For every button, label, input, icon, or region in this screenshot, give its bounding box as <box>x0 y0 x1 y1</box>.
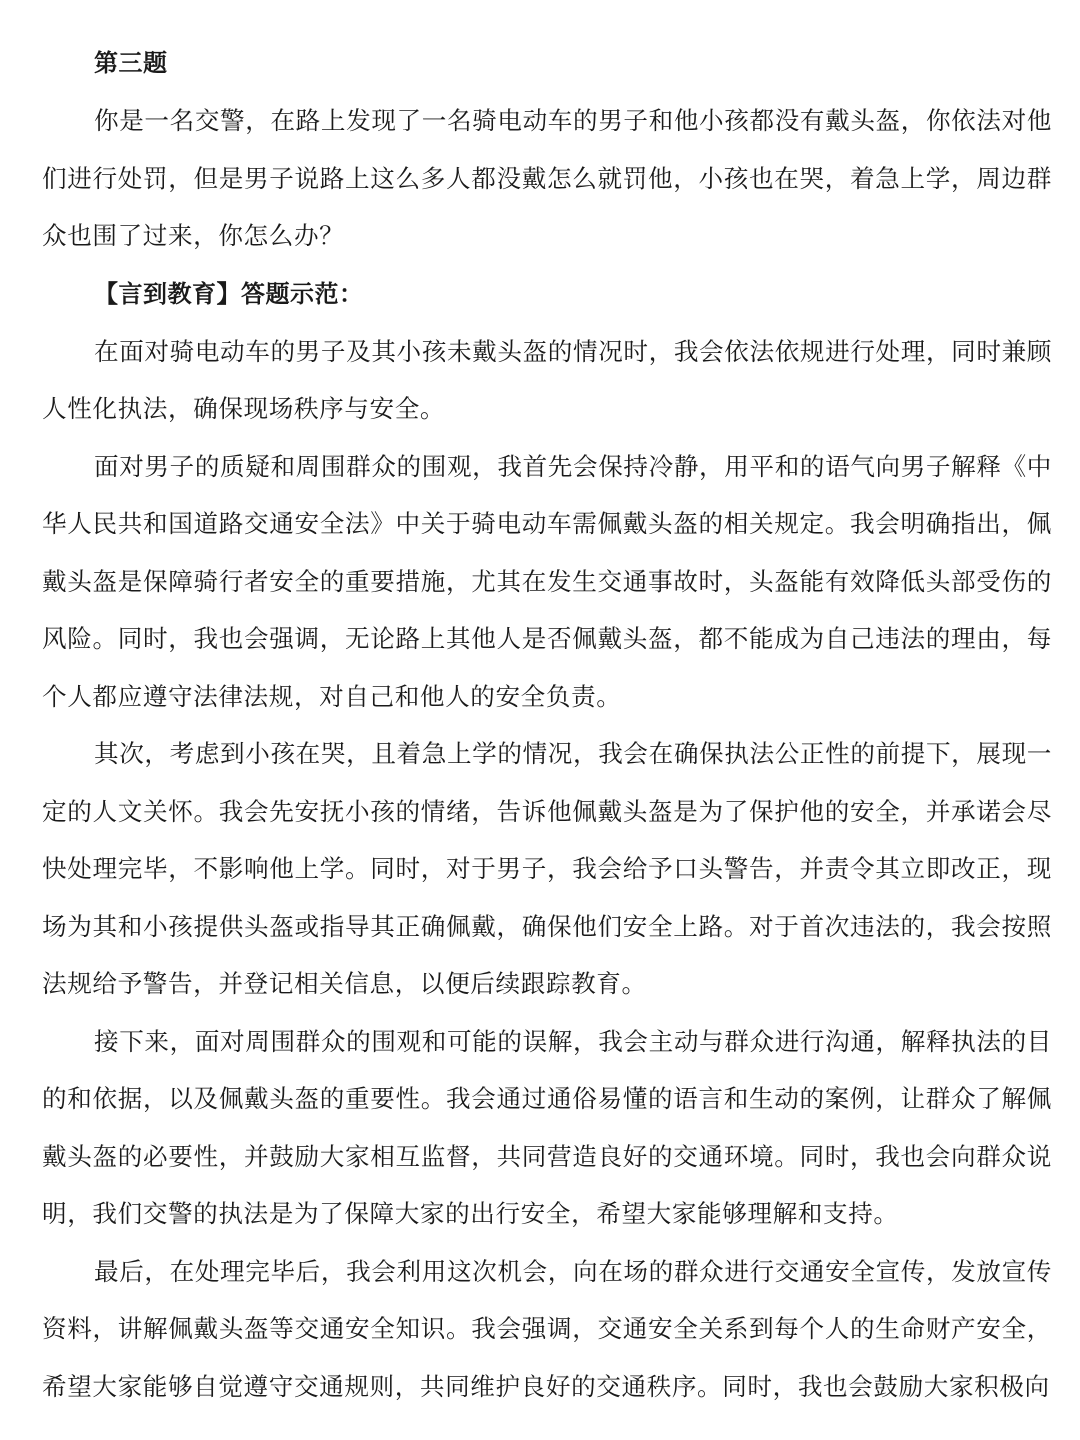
answer-paragraph-intro: 在面对骑电动车的男子及其小孩未戴头盔的情况时，我会依法依规进行处理，同时兼顾人性化执法，确保现场秩序与安全。 <box>42 336 1052 423</box>
question-text: 你是一名交警，在路上发现了一名骑电动车的男子和他小孩都没有戴头盔，你依法对他们进行处罚，但是男子说路上这么多人都没戴怎么就罚他，小孩也在哭，着急上学，周边群众也围了过来，你怎么办？ <box>42 106 1052 250</box>
answer-paragraph-final: 最后，在处理完毕后，我会利用这次机会，向在场的群众进行交通安全宣传，发放宣传资料，讲解佩戴头盔等交通安全知识。我会强调，交通安全关系到每个人的生命财产安全，希望大家能够自觉遵守交通规则，共同维护良好的交通秩序。同时，我也会鼓励大家积极向 <box>42 1256 1052 1401</box>
answer-heading: 【言到教育】答题示范： <box>94 279 364 308</box>
question-title: 第三题 <box>94 49 168 77</box>
answer-paragraph-explain: 面对男子的质疑和周围群众的围观，我首先会保持冷静，用平和的语气向男子解释《中华人民共和国道路交通安全法》中关于骑电动车需佩戴头盔的相关规定。我会明确指出，佩戴头盔是保障骑行者安全的重要措施，尤其在发生交通事故时，头盔能有效降低头部受伤的风险。同时，我也会强调，无论路上其他人是否佩戴头盔，都不能成为自己违法的理由，每个人都应遵守法律法规，对自己和他人的安全负责。 <box>42 451 1052 711</box>
answer-paragraph-child-care: 其次，考虑到小孩在哭，且着急上学的情况，我会在确保执法公正性的前提下，展现一定的人文关怀。我会先安抚小孩的情绪，告诉他佩戴头盔是为了保护他的安全，并承诺会尽快处理完毕，不影响他上学。同时，对于男子，我会给予口头警告，并责令其立即改正，现场为其和小孩提供头盔或指导其正确佩戴，确保他们安全上路。对于首次违法的，我会按照法规给予警告，并登记相关信息，以便后续跟踪教育。 <box>42 739 1052 998</box>
answer-paragraph-crowd: 接下来，面对周围群众的围观和可能的误解，我会主动与群众进行沟通，解释执法的目的和依据，以及佩戴头盔的重要性。我会通过通俗易懂的语言和生动的案例，让群众了解佩戴头盔的必要性，并鼓励大家相互监督，共同营造良好的交通环境。同时，我也会向群众说明，我们交警的执法是为了保障大家的出行安全，希望大家能够理解和支持。 <box>42 1026 1052 1228</box>
document-page <box>42 34 1052 1415</box>
